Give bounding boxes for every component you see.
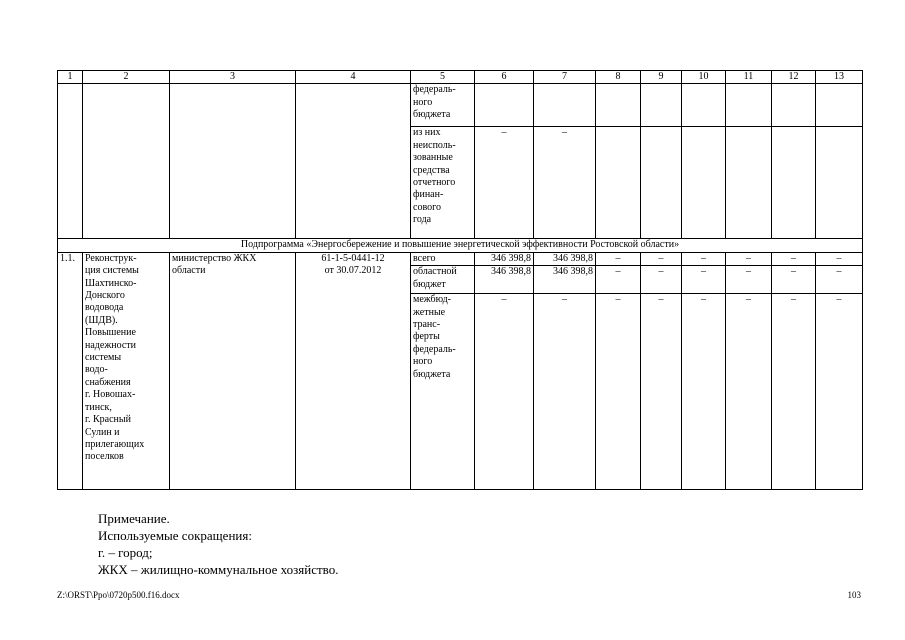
value-cell <box>726 127 772 239</box>
value-cell: – <box>596 266 641 294</box>
col-header-12: 12 <box>772 71 816 84</box>
subprogram-row <box>58 239 863 252</box>
col-header-11: 11 <box>726 71 772 84</box>
budget-table <box>57 70 863 490</box>
value-cell: – <box>726 266 772 294</box>
item-name: Реконструк- ция системы Шахтинско- Донского водовода (ШДВ). Повышение надежности системы водо- снабжения г. Новошах- тинск, г. Красный Сулин и прилегающих поселков <box>83 252 170 489</box>
value-cell: – <box>682 252 726 265</box>
footer-file-path: Z:\ORST\Ppo\0720p500.f16.docx <box>57 590 180 600</box>
value-cell: – <box>816 294 863 490</box>
note-item: г. – город; <box>98 545 153 560</box>
value-cell <box>475 84 534 127</box>
value-cell: – <box>682 266 726 294</box>
value-cell: – <box>772 252 816 265</box>
value-cell: 346 398,8 <box>475 252 534 265</box>
value-cell: – <box>772 266 816 294</box>
value-cell: – <box>596 252 641 265</box>
value-cell: 346 398,8 <box>534 266 596 294</box>
value-cell <box>682 84 726 127</box>
value-cell: – <box>816 266 863 294</box>
col-header-13: 13 <box>816 71 863 84</box>
value-cell: – <box>641 266 682 294</box>
value-cell: – <box>816 252 863 265</box>
note-item: ЖКХ – жилищно-коммунальное хозяйство. <box>98 562 339 577</box>
number-cell <box>58 84 83 239</box>
value-cell <box>772 84 816 127</box>
col-header-2: 2 <box>83 71 170 84</box>
value-cell: – <box>641 294 682 490</box>
value-cell <box>534 84 596 127</box>
value-cell <box>772 127 816 239</box>
value-cell <box>596 127 641 239</box>
ministry-cell <box>170 84 296 239</box>
table-row <box>58 84 863 127</box>
col-header-6: 6 <box>475 71 534 84</box>
col-header-9: 9 <box>641 71 682 84</box>
note-title: Примечание. <box>98 511 170 526</box>
subprogram-title: Подпрограмма «Энергосбережение и повышение энергетической эффективности Ростовской области» <box>58 239 863 252</box>
funding-source-cell: всего <box>411 252 475 265</box>
note-block <box>98 510 338 578</box>
value-cell: – <box>596 294 641 490</box>
funding-source-cell: областной бюджет <box>411 266 475 294</box>
ministry-cell: министерство ЖКХ области <box>170 252 296 489</box>
value-cell: – <box>772 294 816 490</box>
col-header-1: 1 <box>58 71 83 84</box>
note-subtitle: Используемые сокращения: <box>98 528 252 543</box>
funding-source-cell: федераль- ного бюджета <box>411 84 475 127</box>
value-cell <box>726 84 772 127</box>
col-header-3: 3 <box>170 71 296 84</box>
value-cell: 346 398,8 <box>534 252 596 265</box>
table-body <box>58 71 863 490</box>
col-header-4: 4 <box>296 71 411 84</box>
col-header-5: 5 <box>411 71 475 84</box>
value-cell <box>816 84 863 127</box>
col-header-7: 7 <box>534 71 596 84</box>
col-header-10: 10 <box>682 71 726 84</box>
value-cell <box>682 127 726 239</box>
value-cell: – <box>534 127 596 239</box>
value-cell <box>641 127 682 239</box>
value-cell: – <box>682 294 726 490</box>
document-cell <box>296 84 411 239</box>
value-cell: – <box>475 294 534 490</box>
funding-source-cell: межбюд- жетные транс- ферты федераль- ного бюджета <box>411 294 475 490</box>
item-number: 1.1. <box>58 252 83 489</box>
value-cell <box>641 84 682 127</box>
footer-page-number: 103 <box>847 590 861 600</box>
name-cell <box>83 84 170 239</box>
value-cell: – <box>475 127 534 239</box>
value-cell: 346 398,8 <box>475 266 534 294</box>
table-row <box>58 252 863 265</box>
value-cell <box>816 127 863 239</box>
value-cell: – <box>641 252 682 265</box>
funding-source-cell: из них неисполь- зованные средства отчетного финан- сового года <box>411 127 475 239</box>
column-numbers-row <box>58 71 863 84</box>
col-header-8: 8 <box>596 71 641 84</box>
value-cell: – <box>726 294 772 490</box>
value-cell <box>596 84 641 127</box>
value-cell: – <box>534 294 596 490</box>
document-cell: 61-1-5-0441-12 от 30.07.2012 <box>296 252 411 489</box>
value-cell: – <box>726 252 772 265</box>
